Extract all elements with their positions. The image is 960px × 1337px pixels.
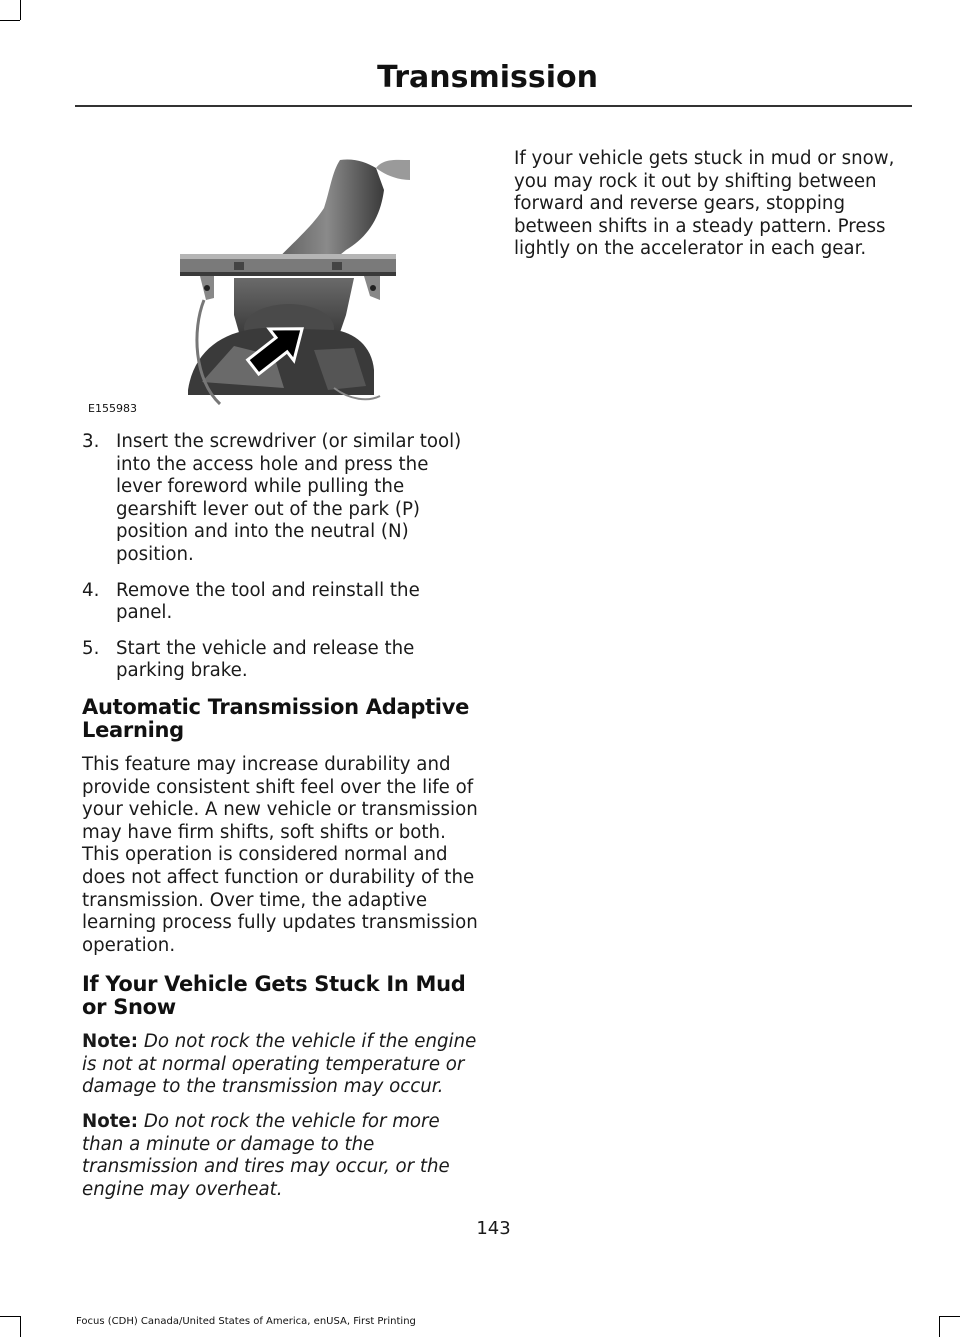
page-number: 143 bbox=[476, 1218, 511, 1239]
step-text: Start the vehicle and release the parking brake. bbox=[116, 637, 415, 682]
note-label: Note: bbox=[82, 1031, 139, 1053]
crop-mark-top-left bbox=[0, 20, 20, 21]
list-item bbox=[82, 431, 478, 567]
section-heading-adaptive-learning: Automatic Transmission Adaptive Learning bbox=[82, 694, 470, 742]
crop-mark-top-left bbox=[20, 0, 21, 20]
note-text: Do not rock the vehicle for more than a minute or damage to the transmission and tires may occur, or the engine may overheat. bbox=[82, 1111, 450, 1200]
left-column bbox=[82, 150, 478, 1213]
crop-mark-bottom-left bbox=[0, 1316, 20, 1317]
list-item bbox=[82, 580, 478, 625]
note-label: Note: bbox=[82, 1111, 139, 1133]
step-text: Remove the tool and reinstall the panel. bbox=[116, 579, 420, 624]
header-rule bbox=[75, 105, 912, 107]
step-number: 4. bbox=[82, 579, 100, 601]
note-engine-temperature bbox=[82, 1031, 478, 1099]
note-rocking-duration bbox=[82, 1111, 478, 1201]
section-heading-stuck-in-mud: If Your Vehicle Gets Stuck In Mud or Snow bbox=[82, 972, 466, 1020]
note-text: Do not rock the vehicle if the engine is not at normal operating temperature or damage to the transmission may occur. bbox=[82, 1031, 477, 1098]
crop-mark-bottom-left bbox=[20, 1316, 21, 1337]
crop-mark-bottom-right bbox=[940, 1316, 960, 1317]
figure-code: E155983 bbox=[88, 402, 137, 415]
gearshift-access-hole-illustration bbox=[84, 150, 414, 418]
page-title: Transmission bbox=[377, 60, 598, 95]
procedure-steps bbox=[82, 431, 478, 683]
stuck-in-mud-body: If your vehicle gets stuck in mud or snow, you may rock it out by shifting between forward and reverse gears, stopping between shifts in a steady pattern. Press lightly on the accelerator in each gear. bbox=[514, 148, 895, 260]
adaptive-learning-body: This feature may increase durability and provide consistent shift feel over the life of your vehicle. A new vehicle or transmission may have firm shifts, soft shifts or both. This operation is considered normal and does not affect function or durability of the transmission. Over time, the adaptive learning process fully updates transmission operation. bbox=[82, 753, 478, 956]
step-number: 3. bbox=[82, 431, 100, 452]
footer-text: Focus (CDH) Canada/United States of America, enUSA, First Printing bbox=[76, 1316, 416, 1327]
step-text: Insert the screwdriver (or similar tool) into the access hole and press the lever foreword while pulling the gearshift lever out of the park (P) position and into the neutral (N) position. bbox=[116, 431, 462, 565]
step-number: 5. bbox=[82, 637, 100, 659]
list-item bbox=[82, 638, 478, 683]
crop-mark-bottom-right bbox=[939, 1316, 940, 1337]
figure bbox=[84, 150, 414, 418]
right-column bbox=[514, 148, 910, 261]
